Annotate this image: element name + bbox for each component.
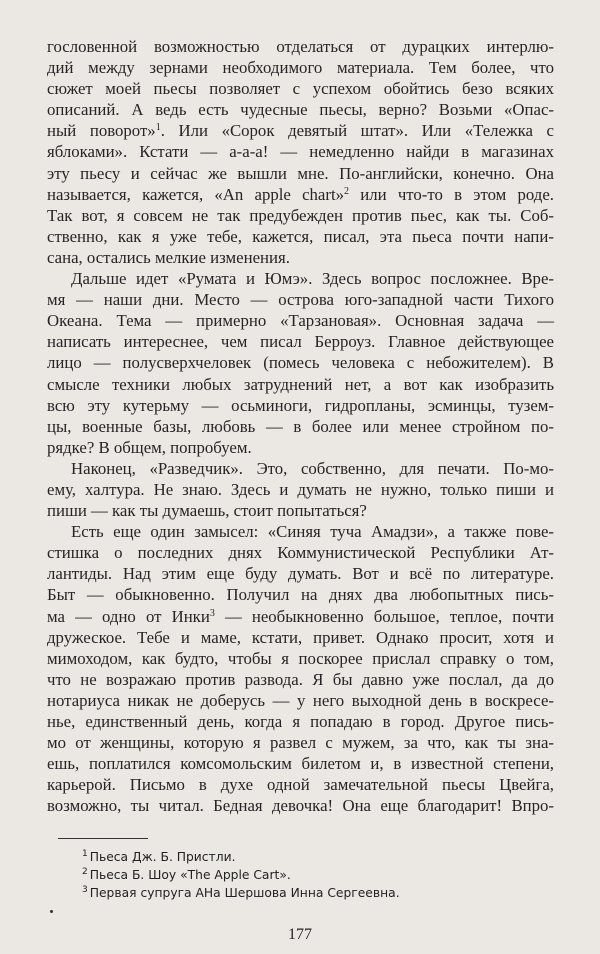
- body-text: [47, 36, 554, 816]
- text-line: возможно, ты читал. Бедная девочка! Она еще благодарит! Впро-: [47, 796, 554, 816]
- footnote-mark: 2: [82, 867, 88, 877]
- text-line: сюжет моей пьесы позволяет с успехом обойтись безо всяких: [47, 79, 554, 99]
- text-line: [47, 184, 554, 205]
- footnote-divider: [58, 838, 148, 839]
- text-line: Дальше идет «Румата и Юмэ». Здесь вопрос посложнее. Вре-: [71, 269, 554, 289]
- text-line: Быт — обыкновенно. Получил на днях два любопытных пись-: [47, 585, 554, 605]
- text-line: стишка о последних днях Коммунистической Республики Ат-: [47, 543, 554, 563]
- text-line: карьерой. Письмо в духе одной замечательной пьесы Цвейга,: [47, 775, 554, 795]
- text-line: смысле техники любых затруднений нет, а вот как изобразить: [47, 374, 554, 394]
- text-line: рядке? В общем, попробуем.: [47, 437, 252, 457]
- text-line: что не возражаю против развода. Я бы давно уже послал, да до: [47, 669, 554, 689]
- text-line: яблоками». Кстати — а-а-а! — немедленно найди в магазинах: [47, 142, 554, 162]
- text-line: лицо — полусверхчеловек (помесь человека с небожителем). В: [47, 353, 554, 373]
- footnote-text: Первая супруга АНа Шершова Инна Сергеевна.: [89, 886, 400, 900]
- text-line: мо от женщины, которую я развел с мужем, за что, как ты зна-: [47, 733, 554, 753]
- line-text: . Или «Сорок девятый штат». Или «Тележка с: [160, 121, 554, 141]
- footnote: [82, 848, 400, 866]
- text-line: Так вот, я совсем не так предубежден против пьес, как ты. Соб-: [47, 205, 554, 225]
- footnote-ref: 2: [344, 185, 350, 197]
- footnote-text: Пьеса Б. Шоу «The Apple Cart».: [89, 868, 291, 882]
- text-line: нотариуса никак не доберусь — у него выходной день в воскресе-: [47, 690, 554, 710]
- text-line: Океана. Тема — примерно «Тарзановая». Основная задача —: [47, 311, 554, 331]
- text-line: лантиды. Над этим еще буду думать. Вот и всё по литературе.: [47, 564, 554, 584]
- text-line: описаний. А ведь есть чудесные пьесы, верно? Возьми «Опас-: [47, 100, 554, 120]
- footnote-ref: 3: [209, 607, 215, 619]
- scan-speck: [50, 910, 53, 913]
- text-line: написать интереснее, чем писал Берроуз. Главное действующее: [47, 332, 554, 352]
- text-line: [47, 120, 554, 141]
- page-number: 177: [288, 926, 312, 943]
- line-text: ный поворот»: [47, 121, 156, 141]
- footnote: [82, 866, 400, 884]
- line-text: — необыкновенно большое, теплое, почти: [214, 606, 554, 626]
- footnotes: [82, 848, 400, 902]
- text-line: ешь, поплатился комсомольским билетом и, в известной степени,: [47, 754, 554, 774]
- line-text: ма — одно от Инки: [47, 606, 210, 626]
- line-text: или что-то в этом роде.: [349, 184, 554, 204]
- text-line: дружеское. Тебе и маме, кстати, привет. Однако просит, хотя и: [47, 627, 554, 647]
- text-line: гословенной возможностью отделаться от дурацких интерлю-: [47, 37, 554, 56]
- footnote-ref: 1: [155, 122, 161, 134]
- text-line: Наконец, «Разведчик». Это, собственно, для печати. По-мо-: [71, 458, 554, 478]
- text-line: Есть еще один замысел: «Синяя туча Амадзи», а также пове-: [71, 522, 554, 542]
- text-line: мя — наши дни. Место — острова юго-западной части Тихого: [47, 290, 554, 310]
- footnote-text: Пьеса Дж. Б. Пристли.: [89, 850, 236, 864]
- text-line: пиши — как ты думаешь, стоит попытаться?: [47, 501, 367, 521]
- text-line: дий между зернами необходимого материала. Тем более, что: [47, 58, 554, 78]
- text-line: всю эту кутерьму — осьминоги, гидропланы, эсминцы, тузем-: [47, 395, 554, 415]
- text-line: ственно, как я уже тебе, кажется, писал, эта пьеса почти напи-: [47, 226, 554, 246]
- text-line: сана, остались мелкие изменения.: [47, 247, 290, 267]
- text-line: эту пьесу и сейчас же вышли мне. По-английски, конечно. Она: [47, 163, 554, 183]
- text-line: мимоходом, как будто, чтобы я поскорее прислал справку о том,: [47, 648, 554, 668]
- text-line: нье, единственный день, когда я попадаю в город. Другое пись-: [47, 712, 554, 731]
- footnote-mark: 1: [82, 849, 88, 859]
- line-text: называется, кажется, «An apple chart»: [47, 184, 345, 204]
- text-line: цы, военные базы, любовь — в более или менее стройном по-: [47, 416, 554, 436]
- footnote-mark: 3: [82, 885, 88, 895]
- footnote: [82, 884, 400, 902]
- text-line: [47, 606, 554, 627]
- text-line: ему, халтура. Не знаю. Здесь и думать не нужно, только пиши и: [47, 479, 554, 499]
